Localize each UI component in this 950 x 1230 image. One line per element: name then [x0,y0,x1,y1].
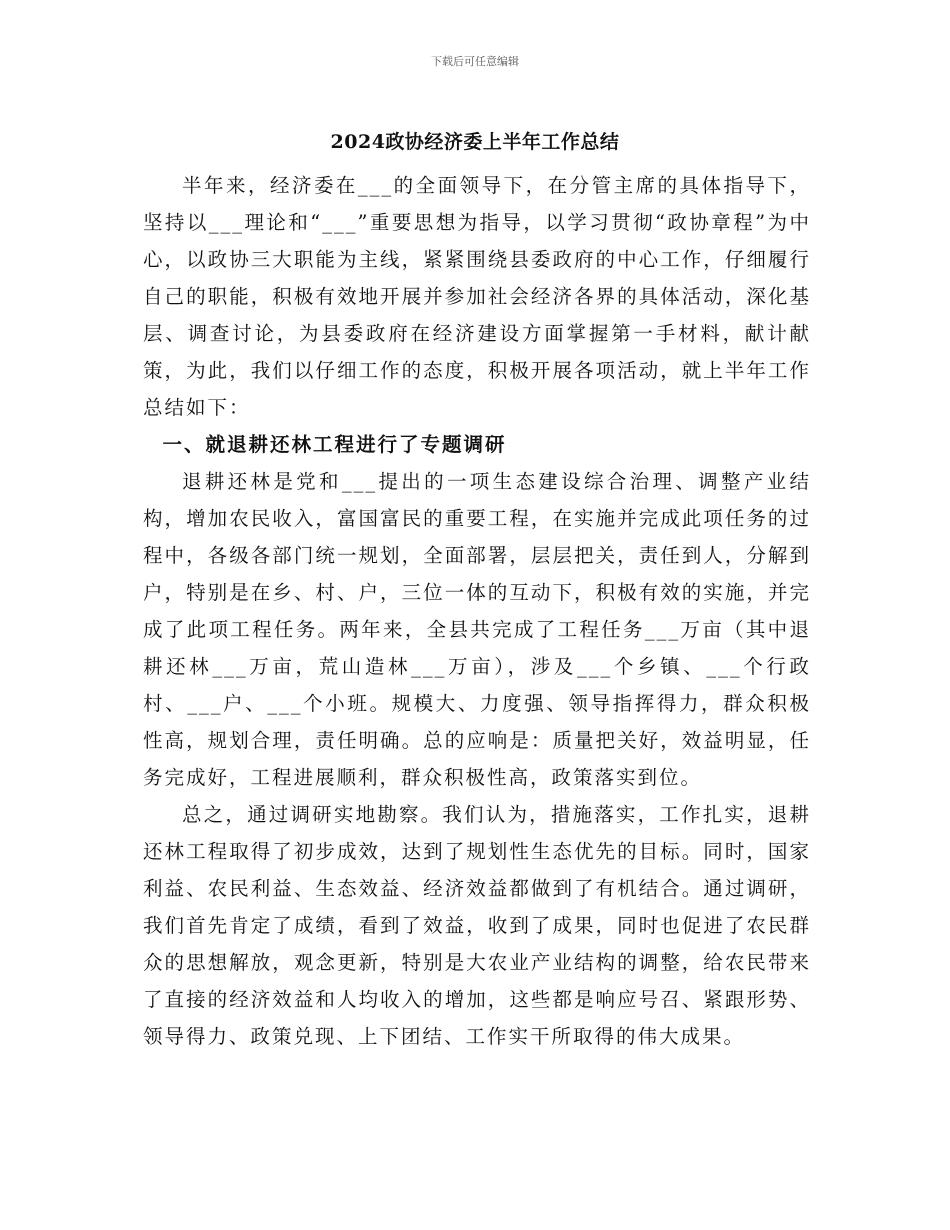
section-heading-1: 一、就退耕还林工程进行了专题调研 [162,433,507,456]
header-note: 下载后可任意编辑 [431,55,519,68]
paragraph-conclusion: 总之，通过调研实地勘察。我们认为，措施落实，工作扎实，退耕还林工程取得了初步成效，达到了规划性生态优先的目标。同时，国家利益、农民利益、生态效益、经济效益都做到了有机结合。通过调研，我们首先肯定了成绩，看到了效益，收到了成果，同时也促进了农民群众的思想解放，观念更新，特别是大农业产业结构的调整，给农民带来了直接的经济效益和人均收入的增加，这些都是响应号召、紧跟形势、领导得力、政策兑现、上下团结、工作实干所取得的伟大成果。 [143,803,811,1048]
paragraph-intro: 半年来，经济委在___的全面领导下，在分管主席的具体指导下，坚持以___理论和“___”重要思想为指导，以学习贯彻“政协章程”为中心，以政协三大职能为主线，紧紧围绕县委政府的中心工作，仔细履行自己的职能，积极有效地开展并参加社会经济各界的具体活动，深化基层、调查讨论，为县委政府在经济建设方面掌握第一手材料，献计献策，为此，我们以仔细工作的态度，积极开展各项活动，就上半年工作总结如下： [143,174,811,419]
paragraph-reforestation: 退耕还林是党和___提出的一项生态建设综合治理、调整产业结构，增加农民收入，富国富民的重要工程，在实施并完成此项任务的过程中，各级各部门统一规划，全面部署，层层把关，责任到人，分解到户，特别是在乡、村、户，三位一体的互动下，积极有效的实施，并完成了此项工程任务。两年来，全县共完成了工程任务___万亩（其中退耕还林___万亩，荒山造林___万亩），涉及___个乡镇、___个行政村、___户、___个小班。规模大、力度强、领导指挥得力，群众积极性高，规划合理，责任明确。总的应响是：质量把关好，效益明显，任务完成好，工程进展顺利，群众积极性高，政策落实到位。 [143,470,811,789]
document-body [143,167,811,1055]
document-title: 2024政协经济委上半年工作总结 [330,131,620,153]
